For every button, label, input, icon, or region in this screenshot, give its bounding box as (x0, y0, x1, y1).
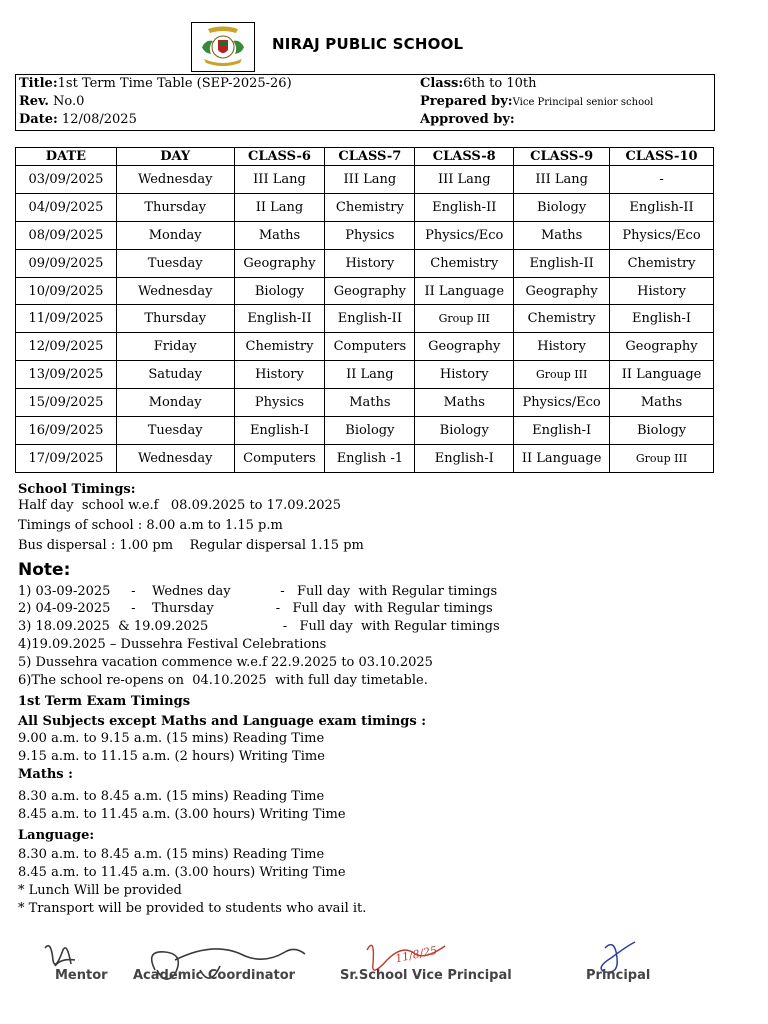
cell-class-6: Computers (234, 444, 325, 472)
timetable-row (16, 417, 714, 445)
cell-date: 04/09/2025 (16, 193, 117, 221)
cell-class-8: History (415, 361, 514, 389)
cell-day: Wednesday (116, 166, 234, 194)
rev-label: Rev. (19, 94, 49, 109)
timetable-row (16, 221, 714, 249)
all-subjects-line: 9.00 a.m. to 9.15 a.m. (15 mins) Reading Time (18, 731, 325, 746)
mentor-signature (45, 946, 75, 966)
note-item: 2) 04-09-2025 - Thursday - Full day with Regular timings (18, 601, 493, 616)
approved-label: Approved by: (420, 112, 515, 127)
timetable-header-row (16, 148, 714, 166)
cell-class-9: Maths (514, 221, 610, 249)
timetable-row (16, 333, 714, 361)
cell-date: 03/09/2025 (16, 166, 117, 194)
date-value: 12/08/2025 (61, 112, 137, 127)
cell-class-8: Chemistry (415, 249, 514, 277)
date-line (19, 112, 137, 127)
lunch-footnote: * Lunch Will be provided (18, 883, 182, 898)
cell-class-6: Biology (234, 277, 325, 305)
class-label: Class: (420, 76, 464, 91)
half-day-line: Half day school w.e.f 08.09.2025 to 17.09.2025 (18, 498, 342, 513)
cell-day: Satuday (116, 361, 234, 389)
cell-class-10: Biology (610, 417, 714, 445)
cell-day: Wednesday (116, 277, 234, 305)
cell-class-9: Physics/Eco (514, 389, 610, 417)
handwritten-date: 11/8/25 (394, 943, 439, 966)
cell-class-10: Maths (610, 389, 714, 417)
principal-label: Principal (586, 968, 651, 983)
cell-day: Tuesday (116, 249, 234, 277)
header-class-7: CLASS-7 (325, 148, 415, 166)
cell-class-9: III Lang (514, 166, 610, 194)
prepared-value: Vice Principal senior school (512, 97, 654, 108)
cell-class-8: III Lang (415, 166, 514, 194)
cell-class-10: English-I (610, 305, 714, 333)
handwritten-signatures (15, 930, 683, 1002)
cell-class-9: Biology (514, 193, 610, 221)
header-class-6: CLASS-6 (234, 148, 325, 166)
cell-class-10: Geography (610, 333, 714, 361)
cell-class-7: English-II (325, 305, 415, 333)
language-heading: Language: (18, 828, 95, 843)
cell-class-7: Biology (325, 417, 415, 445)
cell-class-9: English-II (514, 249, 610, 277)
cell-day: Friday (116, 333, 234, 361)
note-item: 4)19.09.2025 – Dussehra Festival Celebrations (18, 637, 327, 652)
cell-date: 12/09/2025 (16, 333, 117, 361)
title-value: 1st Term Time Table (SEP-2025-26) (57, 76, 292, 91)
cell-class-8: English-I (415, 444, 514, 472)
school-crest-icon (192, 23, 254, 71)
timetable-row (16, 166, 714, 194)
cell-class-8: Biology (415, 417, 514, 445)
cell-day: Thursday (116, 193, 234, 221)
timetable-row (16, 305, 714, 333)
vice-principal-label: Sr.School Vice Principal (340, 968, 512, 983)
cell-class-9: Group III (514, 361, 610, 389)
cell-class-8: II Language (415, 277, 514, 305)
cell-day: Tuesday (116, 417, 234, 445)
school-logo (191, 22, 255, 72)
cell-class-10: Physics/Eco (610, 221, 714, 249)
all-subjects-heading: All Subjects except Maths and Language exam timings : (18, 714, 427, 729)
cell-class-10: Chemistry (610, 249, 714, 277)
cell-class-9: II Language (514, 444, 610, 472)
class-line (420, 76, 536, 91)
cell-class-6: English-II (234, 305, 325, 333)
cell-day: Monday (116, 389, 234, 417)
cell-class-7: II Lang (325, 361, 415, 389)
cell-class-6: II Lang (234, 193, 325, 221)
language-line: 8.30 a.m. to 8.45 a.m. (15 mins) Reading Time (18, 847, 325, 862)
cell-class-10: History (610, 277, 714, 305)
cell-class-8: Maths (415, 389, 514, 417)
timetable-row (16, 193, 714, 221)
cell-class-9: Geography (514, 277, 610, 305)
header-class-8: CLASS-8 (415, 148, 514, 166)
cell-date: 13/09/2025 (16, 361, 117, 389)
timetable-row (16, 389, 714, 417)
cell-class-10: Group III (610, 444, 714, 472)
cell-class-6: Geography (234, 249, 325, 277)
class-value: 6th to 10th (463, 76, 537, 91)
exam-timetable (15, 147, 714, 473)
cell-day: Thursday (116, 305, 234, 333)
note-item: 5) Dussehra vacation commence w.e.f 22.9.2025 to 03.10.2025 (18, 655, 433, 670)
note-item: 3) 18.09.2025 & 19.09.2025 - Full day with Regular timings (18, 619, 500, 634)
header-class-10: CLASS-10 (610, 148, 714, 166)
transport-footnote: * Transport will be provided to students who avail it. (18, 901, 367, 916)
cell-class-10: - (610, 166, 714, 194)
maths-heading: Maths : (18, 767, 73, 782)
maths-line: 8.30 a.m. to 8.45 a.m. (15 mins) Reading Time (18, 789, 325, 804)
cell-day: Monday (116, 221, 234, 249)
cell-class-8: Physics/Eco (415, 221, 514, 249)
note-item: 1) 03-09-2025 - Wednes day - Full day with Regular timings (18, 584, 498, 599)
cell-date: 08/09/2025 (16, 221, 117, 249)
cell-class-6: History (234, 361, 325, 389)
cell-class-9: History (514, 333, 610, 361)
timetable-row (16, 361, 714, 389)
cell-date: 17/09/2025 (16, 444, 117, 472)
cell-class-10: English-II (610, 193, 714, 221)
date-label: Date: (19, 112, 58, 127)
coordinator-label: Academic Coordinator (133, 968, 296, 983)
prepared-label: Prepared by: (420, 94, 513, 109)
prepared-line (420, 94, 653, 109)
header-class-9: CLASS-9 (514, 148, 610, 166)
document-info-box (15, 74, 715, 131)
mentor-label: Mentor (55, 968, 108, 983)
timetable-row (16, 277, 714, 305)
school-name: NIRAJ PUBLIC SCHOOL (272, 35, 464, 53)
rev-line (19, 94, 84, 109)
cell-class-9: English-I (514, 417, 610, 445)
cell-class-8: English-II (415, 193, 514, 221)
note-heading: Note: (18, 560, 71, 580)
timetable-row (16, 444, 714, 472)
note-item: 6)The school re-opens on 04.10.2025 with full day timetable. (18, 673, 428, 688)
cell-class-8: Group III (415, 305, 514, 333)
signature-section (15, 930, 683, 1002)
approved-line (420, 112, 515, 127)
cell-class-7: Physics (325, 221, 415, 249)
timetable-body (16, 166, 714, 473)
cell-class-7: History (325, 249, 415, 277)
cell-day: Wednesday (116, 444, 234, 472)
cell-class-6: Maths (234, 221, 325, 249)
cell-class-10: II Language (610, 361, 714, 389)
title-line (19, 76, 292, 91)
timetable-row (16, 249, 714, 277)
rev-value: No.0 (53, 94, 85, 109)
exam-timings-heading: 1st Term Exam Timings (18, 694, 191, 709)
language-line: 8.45 a.m. to 11.45 a.m. (3.00 hours) Writing Time (18, 865, 346, 880)
cell-class-6: III Lang (234, 166, 325, 194)
cell-date: 16/09/2025 (16, 417, 117, 445)
cell-date: 09/09/2025 (16, 249, 117, 277)
title-label: Title: (19, 76, 58, 91)
cell-class-8: Geography (415, 333, 514, 361)
cell-class-7: Chemistry (325, 193, 415, 221)
cell-class-6: Physics (234, 389, 325, 417)
cell-date: 11/09/2025 (16, 305, 117, 333)
cell-class-6: Chemistry (234, 333, 325, 361)
dispersal-line: Bus dispersal : 1.00 pm Regular dispersal 1.15 pm (18, 538, 364, 553)
cell-class-9: Chemistry (514, 305, 610, 333)
cell-class-7: Geography (325, 277, 415, 305)
cell-class-7: English -1 (325, 444, 415, 472)
header-date: DATE (16, 148, 117, 166)
cell-class-7: Maths (325, 389, 415, 417)
cell-date: 15/09/2025 (16, 389, 117, 417)
school-timings-heading: School Timings: (18, 482, 136, 497)
cell-class-7: III Lang (325, 166, 415, 194)
all-subjects-line: 9.15 a.m. to 11.15 a.m. (2 hours) Writing Time (18, 749, 325, 764)
cell-date: 10/09/2025 (16, 277, 117, 305)
header-day: DAY (116, 148, 234, 166)
maths-line: 8.45 a.m. to 11.45 a.m. (3.00 hours) Writing Time (18, 807, 346, 822)
cell-class-6: English-I (234, 417, 325, 445)
cell-class-7: Computers (325, 333, 415, 361)
school-hours-line: Timings of school : 8.00 a.m to 1.15 p.m (18, 518, 283, 533)
